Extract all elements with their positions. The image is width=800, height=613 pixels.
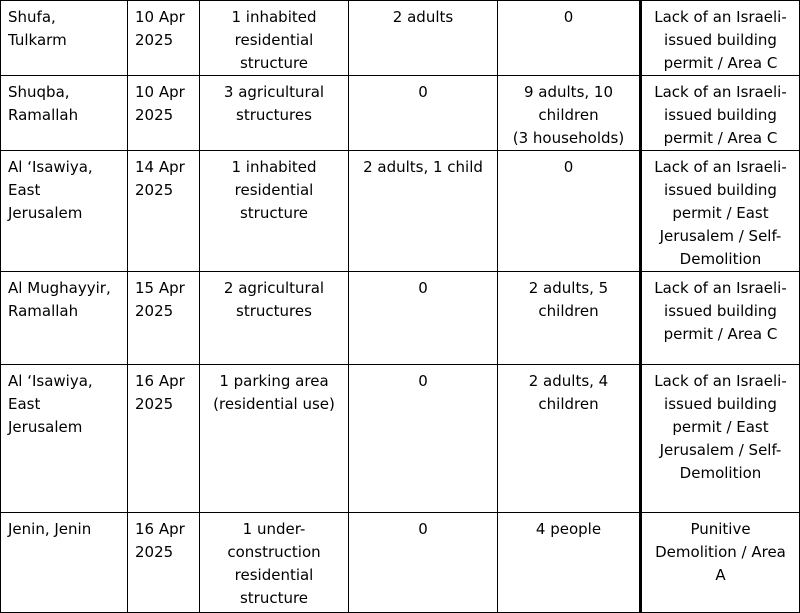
location-cell: Shufa, Tulkarm <box>1 1 128 76</box>
affected-cell: 0 <box>498 151 641 272</box>
table-row <box>1 76 800 151</box>
affected-cell: 2 adults, 5 children <box>498 272 641 365</box>
reason-cell: Lack of an Israeli- issued building permit / East Jerusalem / Self- Demolition <box>641 365 800 513</box>
structures-cell: 3 agricultural structures <box>200 76 349 151</box>
table-row <box>1 272 800 365</box>
reason-cell: Punitive Demolition / Area A <box>641 513 800 613</box>
reason-cell: Lack of an Israeli- issued building permit / East Jerusalem / Self- Demolition <box>641 151 800 272</box>
date-cell: 10 Apr 2025 <box>128 1 200 76</box>
structures-cell: 1 under- construction residential structure <box>200 513 349 613</box>
affected-cell: 2 adults, 4 children <box>498 365 641 513</box>
structures-cell: 1 inhabited residential structure <box>200 151 349 272</box>
reason-cell: Lack of an Israeli- issued building permit / Area C <box>641 76 800 151</box>
table-row <box>1 151 800 272</box>
structures-cell: 1 parking area (residential use) <box>200 365 349 513</box>
location-cell: Jenin, Jenin <box>1 513 128 613</box>
structures-cell: 2 agricultural structures <box>200 272 349 365</box>
location-cell: Al ‘Isawiya, East Jerusalem <box>1 151 128 272</box>
structures-cell: 1 inhabited residential structure <box>200 1 349 76</box>
date-cell: 15 Apr 2025 <box>128 272 200 365</box>
location-cell: Al Mughayyir, Ramallah <box>1 272 128 365</box>
date-cell: 14 Apr 2025 <box>128 151 200 272</box>
reason-cell: Lack of an Israeli- issued building permit / Area C <box>641 1 800 76</box>
date-cell: 16 Apr 2025 <box>128 365 200 513</box>
displaced-cell: 2 adults, 1 child <box>349 151 498 272</box>
location-cell: Al ‘Isawiya, East Jerusalem <box>1 365 128 513</box>
affected-cell: 9 adults, 10 children (3 households) <box>498 76 641 151</box>
date-cell: 10 Apr 2025 <box>128 76 200 151</box>
table-row <box>1 365 800 513</box>
displaced-cell: 0 <box>349 513 498 613</box>
affected-cell: 0 <box>498 1 641 76</box>
reason-cell: Lack of an Israeli- issued building permit / Area C <box>641 272 800 365</box>
date-cell: 16 Apr 2025 <box>128 513 200 613</box>
table-row <box>1 1 800 76</box>
affected-cell: 4 people <box>498 513 641 613</box>
location-cell: Shuqba, Ramallah <box>1 76 128 151</box>
displaced-cell: 0 <box>349 365 498 513</box>
displaced-cell: 2 adults <box>349 1 498 76</box>
displaced-cell: 0 <box>349 272 498 365</box>
displaced-cell: 0 <box>349 76 498 151</box>
